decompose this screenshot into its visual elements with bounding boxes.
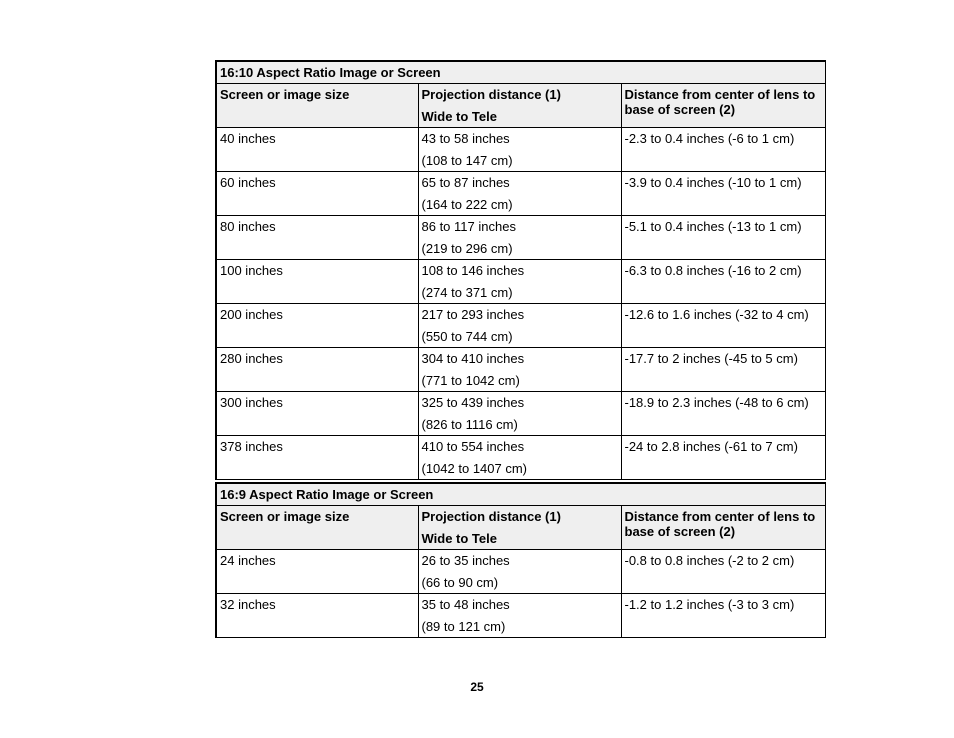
table-row — [216, 594, 825, 638]
lens-distance-cell: -3.9 to 0.4 inches (-10 to 1 cm) — [621, 172, 825, 216]
table-header-row — [216, 84, 825, 128]
projection-distance-cell — [418, 550, 621, 594]
aspect-16-10-table — [215, 60, 826, 480]
lens-distance-cell: -24 to 2.8 inches (-61 to 7 cm) — [621, 436, 825, 480]
projection-distance-cell — [418, 436, 621, 480]
table-row — [216, 348, 825, 392]
lens-distance-cell: -1.2 to 1.2 inches (-3 to 3 cm) — [621, 594, 825, 638]
header-lens-distance: Distance from center of lens to base of screen (2) — [621, 84, 825, 128]
lens-distance-cell: -6.3 to 0.8 inches (-16 to 2 cm) — [621, 260, 825, 304]
projection-cm: (66 to 90 cm) — [421, 574, 499, 590]
table-row — [216, 172, 825, 216]
table-title: 16:10 Aspect Ratio Image or Screen — [216, 61, 825, 84]
lens-distance-cell: -2.3 to 0.4 inches (-6 to 1 cm) — [621, 128, 825, 172]
screen-size-cell: 24 inches — [216, 550, 418, 594]
table-row — [216, 304, 825, 348]
projection-cm: (1042 to 1407 cm) — [421, 460, 528, 476]
projection-distance-cell — [418, 304, 621, 348]
projection-cm: (771 to 1042 cm) — [421, 372, 520, 388]
lens-distance-cell: -0.8 to 0.8 inches (-2 to 2 cm) — [621, 550, 825, 594]
table-header-row — [216, 506, 825, 550]
table-title-row — [216, 483, 825, 506]
screen-size-cell: 40 inches — [216, 128, 418, 172]
lens-distance-cell: -18.9 to 2.3 inches (-48 to 6 cm) — [621, 392, 825, 436]
header-projection-distance — [418, 506, 621, 550]
header-projection-label: Projection distance (1) — [421, 87, 561, 102]
table-row — [216, 392, 825, 436]
header-projection-label: Projection distance (1) — [421, 509, 561, 524]
screen-size-cell: 60 inches — [216, 172, 418, 216]
projection-inches: 325 to 439 inches — [421, 395, 525, 410]
projection-inches: 35 to 48 inches — [421, 597, 510, 612]
screen-size-cell: 100 inches — [216, 260, 418, 304]
projection-inches: 26 to 35 inches — [421, 553, 510, 568]
projection-distance-cell — [418, 260, 621, 304]
projection-distance-cell — [418, 128, 621, 172]
page-number: 25 — [470, 680, 484, 694]
projection-cm: (219 to 296 cm) — [421, 240, 513, 256]
table-row — [216, 216, 825, 260]
table-row — [216, 128, 825, 172]
projection-inches: 304 to 410 inches — [421, 351, 525, 366]
projection-cm: (164 to 222 cm) — [421, 196, 513, 212]
table-row — [216, 550, 825, 594]
header-screen-size: Screen or image size — [216, 84, 418, 128]
projection-inches: 65 to 87 inches — [421, 175, 510, 190]
projection-inches: 43 to 58 inches — [421, 131, 510, 146]
projection-inches: 217 to 293 inches — [421, 307, 525, 322]
table-row — [216, 260, 825, 304]
projection-cm: (274 to 371 cm) — [421, 284, 513, 300]
projection-distance-cell — [418, 348, 621, 392]
table-row — [216, 436, 825, 480]
header-wide-to-tele: Wide to Tele — [421, 108, 497, 124]
projection-inches: 86 to 117 inches — [421, 219, 516, 234]
screen-size-cell: 200 inches — [216, 304, 418, 348]
lens-distance-cell: -12.6 to 1.6 inches (-32 to 4 cm) — [621, 304, 825, 348]
projection-inches: 108 to 146 inches — [421, 263, 525, 278]
header-screen-size: Screen or image size — [216, 506, 418, 550]
lens-distance-cell: -17.7 to 2 inches (-45 to 5 cm) — [621, 348, 825, 392]
screen-size-cell: 280 inches — [216, 348, 418, 392]
projection-distance-cell — [418, 392, 621, 436]
lens-distance-cell: -5.1 to 0.4 inches (-13 to 1 cm) — [621, 216, 825, 260]
screen-size-cell: 80 inches — [216, 216, 418, 260]
projection-cm: (826 to 1116 cm) — [421, 416, 518, 432]
header-lens-distance: Distance from center of lens to base of screen (2) — [621, 506, 825, 550]
screen-size-cell: 32 inches — [216, 594, 418, 638]
projection-distance-cell — [418, 172, 621, 216]
table-title-row — [216, 61, 825, 84]
projection-distance-cell — [418, 594, 621, 638]
aspect-16-9-table — [215, 482, 826, 638]
header-projection-distance — [418, 84, 621, 128]
projection-distance-cell — [418, 216, 621, 260]
header-wide-to-tele: Wide to Tele — [421, 530, 497, 546]
projection-cm: (89 to 121 cm) — [421, 618, 506, 634]
projection-cm: (550 to 744 cm) — [421, 328, 513, 344]
projection-inches: 410 to 554 inches — [421, 439, 525, 454]
screen-size-cell: 300 inches — [216, 392, 418, 436]
screen-size-cell: 378 inches — [216, 436, 418, 480]
projection-cm: (108 to 147 cm) — [421, 152, 513, 168]
table-title: 16:9 Aspect Ratio Image or Screen — [216, 483, 825, 506]
